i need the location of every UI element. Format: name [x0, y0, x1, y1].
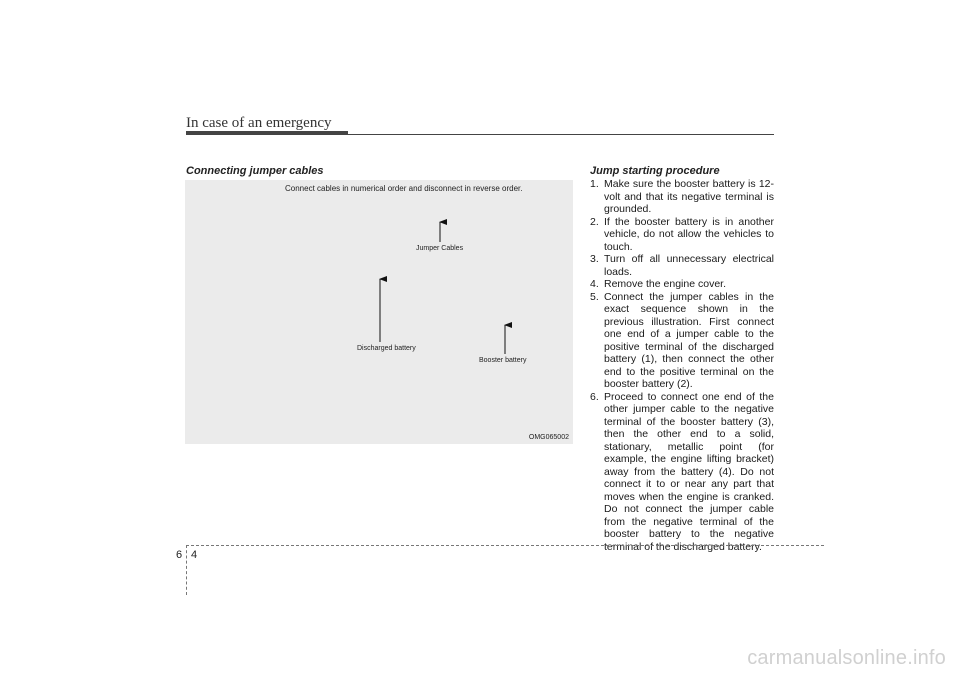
jumper-cable-figure — [185, 180, 573, 444]
booster-battery-label: Booster battery — [479, 357, 527, 364]
list-item — [590, 216, 774, 254]
step-number: 1. — [590, 178, 599, 190]
figure-caption: Connect cables in numerical order and disconnect in reverse order. — [285, 184, 523, 193]
chapter-number: 6 — [176, 549, 183, 561]
header-rule — [186, 134, 774, 135]
figure-arrows — [185, 180, 573, 444]
list-item — [590, 391, 774, 554]
step-text: Connect the jumper cables in the exact sequence shown in the previous illustration. First connect one end of a jumper cable to the positive terminal of the discharged battery (1), then connect the other end to the positive terminal on the booster battery (2). — [604, 290, 774, 390]
step-number: 6. — [590, 390, 599, 403]
figure-code: OMG065002 — [528, 434, 569, 441]
list-item — [590, 291, 774, 391]
step-text: If the booster battery is in another vehicle, do not allow the vehicles to touch. — [604, 215, 774, 253]
page-number: 4 — [191, 549, 198, 561]
discharged-battery-label: Discharged battery — [357, 345, 416, 352]
list-item — [590, 178, 774, 216]
right-column — [590, 165, 774, 553]
list-item — [590, 278, 774, 291]
jumper-cables-label: Jumper Cables — [416, 245, 464, 252]
footer-rule — [186, 545, 824, 546]
watermark: carmanualsonline.info — [747, 647, 946, 669]
left-section-heading: Connecting jumper cables — [186, 165, 324, 177]
step-number: 4. — [590, 278, 599, 290]
step-number: 5. — [590, 290, 599, 303]
step-number: 2. — [590, 215, 599, 228]
step-text: Make sure the booster battery is 12-volt and that its negative terminal is grounded. — [604, 178, 774, 215]
step-text: Proceed to connect one end of the other jumper cable to the negative terminal of the booster battery (3), then the other end to a solid, stationary, metallic point (for example, the engine lifting bracket) away from the battery (4). Do not connect it to or near any part that moves when the engine is cranked. Do not connect the jumper cable from the negative terminal of the booster battery to the negative terminal of the discharged battery. — [604, 390, 774, 553]
section-header-title: In case of an emergency — [186, 115, 332, 131]
list-item — [590, 253, 774, 278]
right-section-heading: Jump starting procedure — [590, 165, 720, 177]
step-text: Turn off all unnecessary electrical loads. — [604, 253, 774, 278]
footer-vertical-rule — [186, 545, 187, 595]
procedure-steps — [590, 178, 774, 553]
step-number: 3. — [590, 253, 599, 265]
step-text: Remove the engine cover. — [604, 278, 726, 290]
